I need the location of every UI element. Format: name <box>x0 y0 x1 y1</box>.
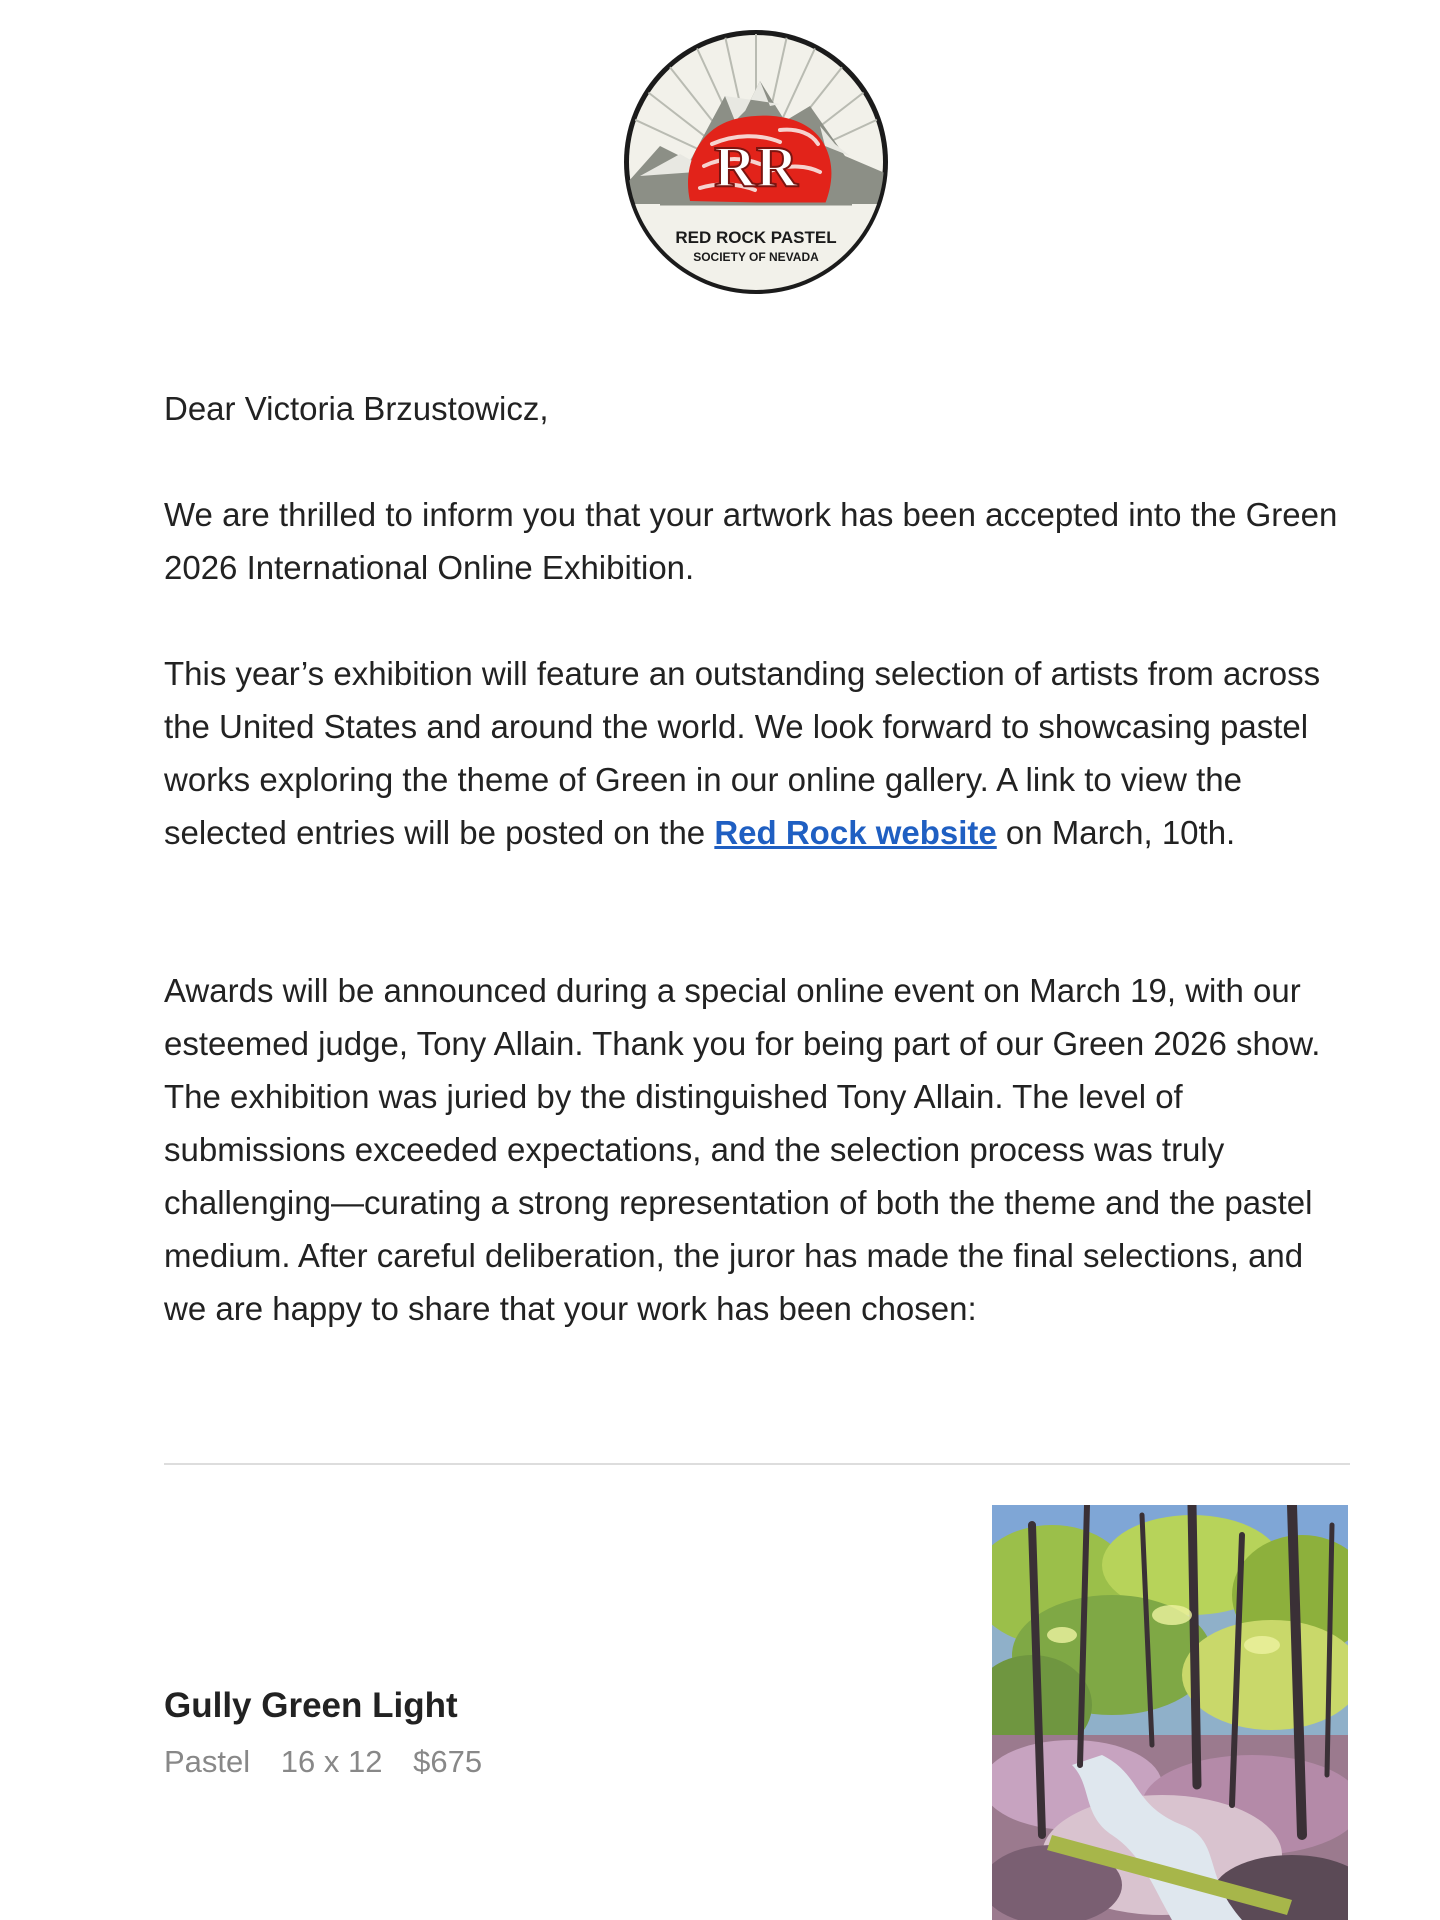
acceptance-text: We are thrilled to inform you that your artwork has been accepted into the Green 2026 International Online Exhibition. <box>164 496 1338 586</box>
artwork-price: $675 <box>413 1744 483 1779</box>
logo-name-line2: SOCIETY OF NEVADA <box>693 250 819 264</box>
logo-emblem <box>620 26 892 298</box>
artwork-medium: Pastel <box>164 1744 251 1779</box>
email-paragraph-acceptance <box>164 488 1354 594</box>
society-logo <box>620 26 892 298</box>
artwork-thumbnail[interactable] <box>992 1505 1348 1920</box>
exhibition-text-start: This year’s exhibition will feature an outstanding selection of artists from across the United States and around the world. We look forward to showcasing pastel works exploring the theme of Green in our online gallery. A link to view the selected entries will be posted on the <box>164 655 1321 851</box>
artwork-size: 16 x 12 <box>280 1744 383 1779</box>
email-paragraph-exhibition <box>164 647 1354 859</box>
exhibition-text <box>164 647 1354 859</box>
artwork-painting <box>992 1505 1348 1920</box>
email-greeting <box>164 382 1354 435</box>
greeting-text: Dear Victoria Brzustowicz, <box>164 390 549 427</box>
red-rock-website-link[interactable]: Red Rock website <box>714 814 997 851</box>
awards-text: Awards will be announced during a special online event on March 19, with our esteemed judge, Tony Allain. Thank you for being part of our Green 2026 show. The exhibition was juried by the distinguished Tony Allain. The level of submissions exceeded expectations, and the selection process was truly challenging—curating a strong representation of both the theme and the pastel medium. After careful deliberation, the juror has made the final selections, and we are happy to share that your work has been chosen: <box>164 972 1321 1327</box>
artwork-details <box>164 1742 504 1782</box>
email-paragraph-awards <box>164 964 1354 1335</box>
artwork-title: Gully Green Light <box>164 1686 458 1725</box>
logo-name-line1: RED ROCK PASTEL <box>675 228 837 247</box>
logo-monogram: RR <box>714 134 798 199</box>
section-divider <box>164 1463 1350 1465</box>
exhibition-text-end: on March, 10th. <box>996 814 1236 851</box>
